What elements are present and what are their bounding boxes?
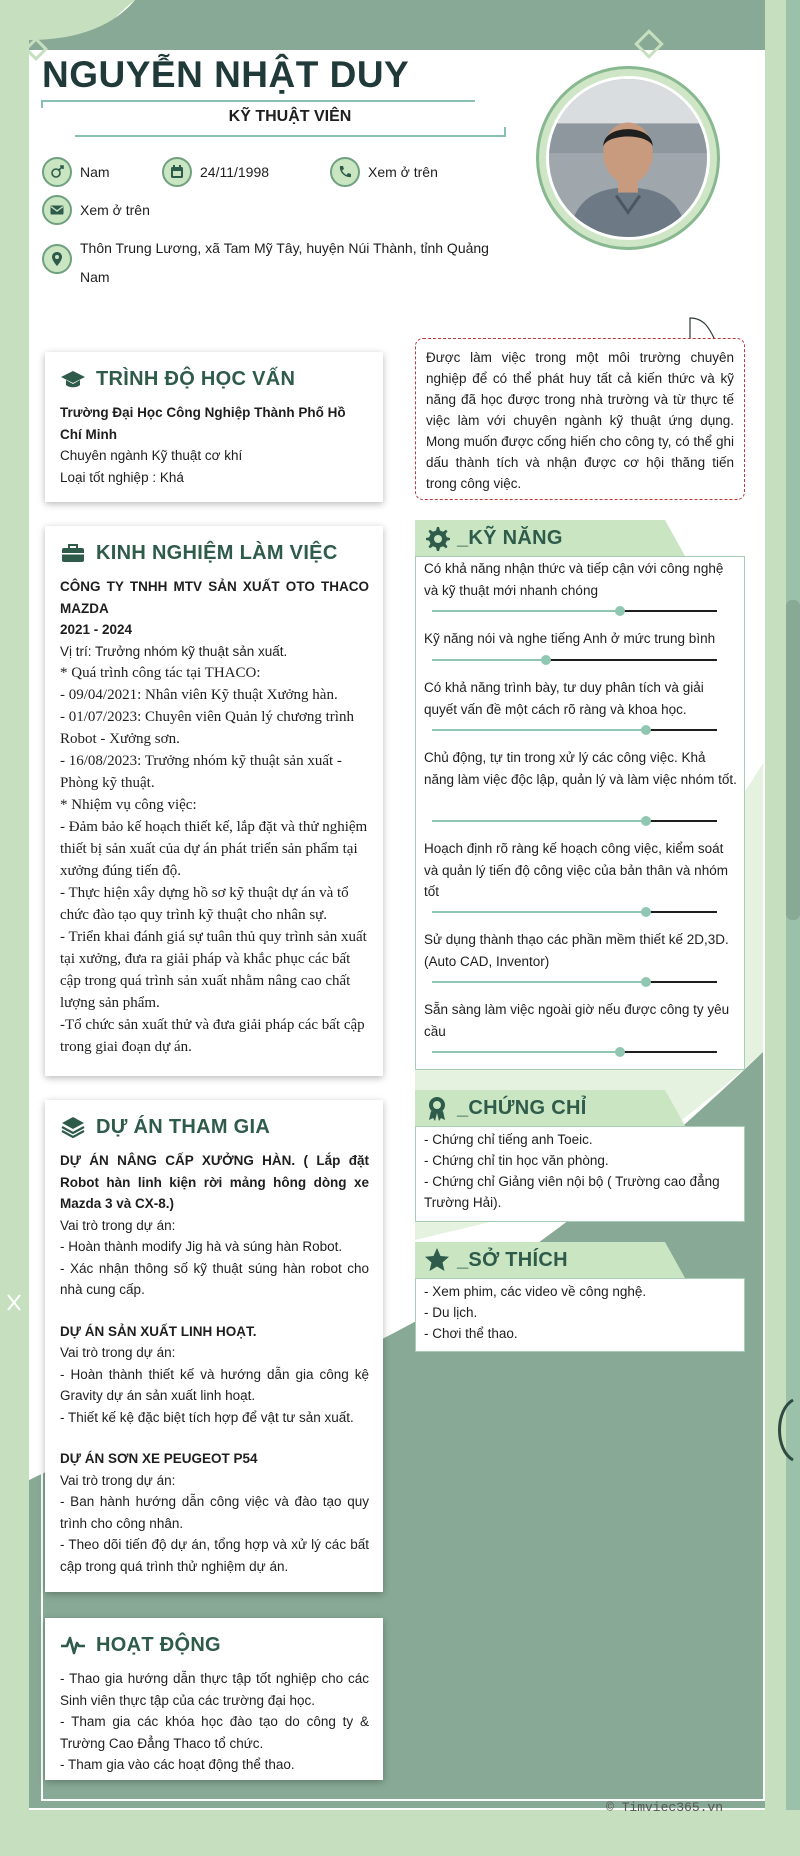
- skill-item: [424, 838, 738, 903]
- hobby-line: - Chơi thể thao.: [424, 1326, 518, 1341]
- avatar: [546, 76, 710, 240]
- avatar-frame: [536, 66, 720, 250]
- calendar-icon: [162, 157, 192, 187]
- graduation-cap-icon: [60, 366, 86, 392]
- skill-label: Kỹ năng nói và nghe tiếng Anh ở mức trung bình: [424, 631, 716, 646]
- experience-line: - 16/08/2023: Trưởng nhóm kỹ thuật sản xuất - Phòng kỹ thuật.: [60, 753, 342, 791]
- gender-row: [42, 157, 110, 187]
- phone-row: [330, 157, 438, 187]
- candidate-name: NGUYỄN NHẬT DUY: [42, 54, 410, 95]
- project-role: Vai trò trong dự án:: [60, 1217, 176, 1233]
- address-row: [42, 234, 490, 292]
- hobby-line: - Xem phim, các video về công nghệ.: [424, 1284, 647, 1299]
- certificates-heading: _CHỨNG CHỈ: [457, 1096, 587, 1119]
- skill-label: Có khả năng trình bày, tư duy phân tích và giải quyết vấn đề một cách rõ ràng và khoa học.: [424, 680, 704, 717]
- project-role: Vai trò trong dự án:: [60, 1472, 176, 1488]
- gender-icon: [42, 157, 72, 187]
- education-school: Trường Đại Học Công Nghiệp Thành Phố Hồ Chí Minh: [60, 405, 346, 442]
- activity-line: - Tham gia vào các hoạt động thể thao.: [60, 1757, 295, 1772]
- hobby-line: - Du lịch.: [424, 1305, 478, 1320]
- project-title: DỰ ÁN NÂNG CẤP XƯỞNG HÀN. ( Lắp đặt Robot hàn linh kiện rời mảng hông dòng xe Mazda 3 và CX-8.): [60, 1153, 369, 1211]
- location-pin-icon: [42, 244, 72, 274]
- candidate-title: KỸ THUẬT VIÊN: [228, 108, 352, 125]
- birthday-value: 24/11/1998: [200, 164, 270, 180]
- project-line: - Ban hành hướng dẫn công việc và đào tạo quy trình cho công nhân.: [60, 1494, 369, 1531]
- project-title: DỰ ÁN SƠN XE PEUGEOT P54: [60, 1451, 258, 1466]
- career-objective: Được làm việc trong một môi trường chuyên nghiệp để có thể phát huy tất cả kiến thức và kỹ năng đã học được trong nhà trường và từ thực tế việc làm với chuyên ngành kỹ thuật ứng dụng. Mong muốn được cống hiến cho công ty, có thể ghi dấu thành tích và nhận được cơ hội thăng tiến trong công việc.: [415, 338, 745, 500]
- education-heading: TRÌNH ĐỘ HỌC VẤN: [96, 367, 296, 390]
- projects-heading: DỰ ÁN THAM GIA: [96, 1115, 271, 1138]
- experience-line: - 09/04/2021: Nhân viên Kỹ thuật Xưởng hàn.: [60, 687, 338, 703]
- gender-value: Nam: [80, 164, 110, 180]
- gear-icon: [423, 524, 451, 552]
- skill-item: [424, 999, 738, 1042]
- experience-line: Vị trí: Trưởng nhóm kỹ thuật sản xuất.: [60, 643, 288, 659]
- project-line: - Xác nhận thông số kỹ thuật súng hàn robot cho nhà cung cấp.: [60, 1260, 369, 1297]
- education-section: [45, 352, 383, 502]
- skills-heading-bar: [415, 520, 685, 556]
- skill-label: Sử dụng thành thạo các phần mềm thiết kế 2D,3D. (Auto CAD, Inventor): [424, 932, 729, 969]
- experience-heading: KINH NGHIỆM LÀM VIỆC: [96, 541, 338, 564]
- certificates-heading-bar: [415, 1090, 685, 1126]
- skill-label: Hoạch định rõ ràng kế hoạch công việc, kiểm soát và quản lý tiến độ công việc của bản thân và nhóm tốt: [424, 841, 728, 899]
- skill-bar: [432, 820, 717, 822]
- projects-section: [45, 1100, 383, 1592]
- skill-bar: [432, 729, 717, 731]
- phone-value[interactable]: Xem ở trên: [368, 164, 438, 180]
- skill-item: [424, 628, 738, 650]
- skill-item: [424, 929, 738, 972]
- star-icon: [423, 1246, 451, 1274]
- certificate-line: - Chứng chỉ tin học văn phòng.: [424, 1153, 609, 1168]
- email-row: [42, 195, 150, 225]
- experience-line: - 01/07/2023: Chuyên viên Quản lý chương trình Robot - Xưởng sơn.: [60, 709, 354, 747]
- layers-icon: [60, 1114, 86, 1140]
- skill-label: Chủ động, tự tin trong xử lý các công việc. Khả năng làm việc độc lập, quản lý và làm việc nhóm tốt.: [424, 750, 737, 787]
- briefcase-icon: [60, 540, 86, 566]
- project-line: - Theo dõi tiến độ dự án, tổng hợp và xử lý các bất cập trong quá trình thử nghiệm dự án.: [60, 1537, 369, 1574]
- project-role: Vai trò trong dự án:: [60, 1345, 176, 1360]
- hobbies-box: [415, 1278, 745, 1352]
- education-major: Chuyên ngành Kỹ thuật cơ khí: [60, 448, 243, 463]
- certificate-line: - Chứng chỉ Giảng viên nội bộ ( Trường cao đẳng Trường Hải).: [424, 1174, 720, 1210]
- project-line: - Thiết kế kệ đặc biệt tích hợp để vật tư sản xuất.: [60, 1409, 354, 1425]
- certificates-box: [415, 1126, 745, 1222]
- hobbies-heading-bar: [415, 1242, 685, 1278]
- award-ribbon-icon: [423, 1094, 451, 1122]
- experience-line: * Nhiệm vụ công việc:: [60, 797, 197, 813]
- skills-heading: _KỸ NĂNG: [457, 526, 563, 549]
- project-line: - Hoàn thành modify Jig hà và súng hàn Robot.: [60, 1239, 343, 1254]
- skills-box: [415, 556, 745, 1070]
- pulse-icon: [60, 1632, 86, 1658]
- activities-section: [45, 1618, 383, 1780]
- experience-line: - Thực hiện xây dựng hồ sơ kỹ thuật dự án và tổ chức đào tạo quy trình kỹ thuật cho nhân sự.: [60, 885, 349, 923]
- birthday-row: [162, 157, 269, 187]
- email-value[interactable]: Xem ở trên: [80, 202, 150, 218]
- project-line: - Hoàn thành thiết kế và hướng dẫn gia công kệ Gravity dự án sản xuất linh hoạt.: [60, 1366, 369, 1403]
- activity-line: - Tham gia các khóa học đào tạo do công ty & Trường Cao Đẳng Thaco tổ chức.: [60, 1714, 369, 1751]
- experience-company: CÔNG TY TNHH MTV SẢN XUẤT OTO THACO MAZDA: [60, 579, 369, 616]
- experience-section: [45, 526, 383, 1076]
- skill-bar: [432, 1051, 717, 1053]
- skill-bar: [432, 911, 717, 913]
- skill-bar: [432, 610, 717, 612]
- address-value: Thôn Trung Lương, xã Tam Mỹ Tây, huyện Núi Thành, tỉnh Quảng Nam: [80, 240, 489, 285]
- phone-icon: [330, 157, 360, 187]
- experience-period: 2021 - 2024: [60, 622, 133, 637]
- skill-bar: [432, 659, 717, 661]
- activity-line: - Thao gia hướng dẫn thực tập tốt nghiệp cho các Sinh viên thực tập của các trường đại học.: [60, 1671, 369, 1708]
- experience-line: - Đảm bảo kế hoạch thiết kế, lắp đặt và thử nghiệm thiết bị sản xuất của dự án phát triển sản phẩm tại xưởng đúng tiến độ.: [60, 819, 368, 879]
- skill-label: Có khả năng nhận thức và tiếp cận với công nghệ và kỹ thuật mới nhanh chóng: [424, 561, 724, 598]
- skill-label: Sẵn sàng làm việc ngoài giờ nếu được công ty yêu cầu: [424, 1002, 730, 1039]
- education-grade: Loại tốt nghiệp : Khá: [60, 469, 184, 485]
- watermark: © Timviec365.vn: [606, 1800, 724, 1815]
- skill-item: [424, 747, 738, 790]
- project-title: DỰ ÁN SẢN XUẤT LINH HOẠT.: [60, 1323, 257, 1339]
- certificate-line: - Chứng chỉ tiếng anh Toeic.: [424, 1132, 593, 1147]
- experience-line: * Quá trình công tác tại THACO:: [60, 665, 261, 681]
- email-icon: [42, 195, 72, 225]
- experience-line: - Triển khai đánh giá sự tuân thủ quy trình sản xuất tại xưởng, đưa ra giải pháp và khắc phục các bất cập trong quá trình sản xuất nhằm nâng cao chất lượng sản phẩm.: [60, 929, 367, 1011]
- skill-bar: [432, 981, 717, 983]
- skill-item: [424, 677, 738, 720]
- skill-item: [424, 558, 738, 601]
- experience-line: -Tổ chức sản xuất thử và đưa giải pháp các bất cập trong giai đoạn dự án.: [60, 1017, 365, 1055]
- activities-heading: HOẠT ĐỘNG: [96, 1633, 221, 1656]
- hobbies-heading: _SỞ THÍCH: [457, 1248, 568, 1271]
